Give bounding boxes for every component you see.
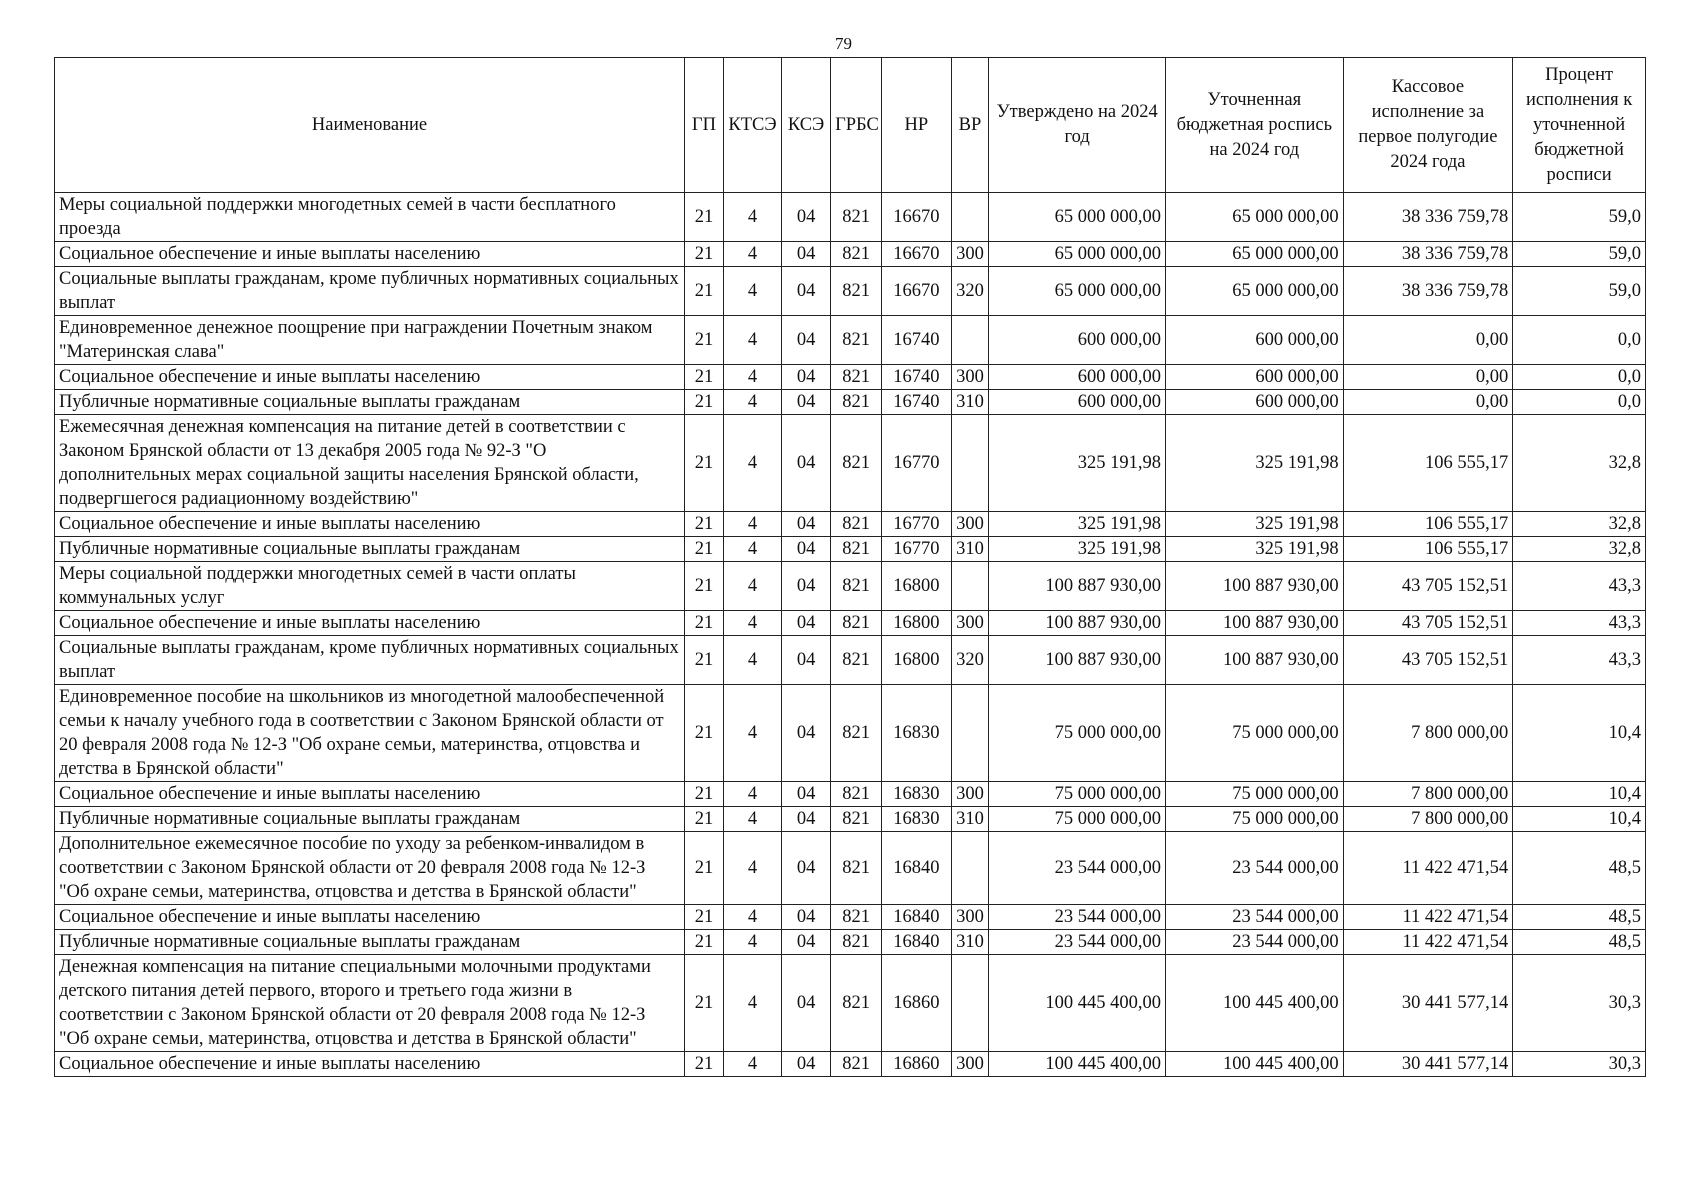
cell-gp: 21	[685, 193, 724, 242]
cell-ktse: 4	[723, 365, 781, 390]
cell-approved: 100 445 400,00	[989, 955, 1166, 1052]
cell-percent: 43,3	[1513, 611, 1646, 636]
cell-name: Публичные нормативные социальные выплаты гражданам	[55, 930, 685, 955]
cell-grbs: 821	[831, 611, 882, 636]
cell-grbs: 821	[831, 512, 882, 537]
cell-name: Социальные выплаты гражданам, кроме публичных нормативных социальных выплат	[55, 267, 685, 316]
cell-ktse: 4	[723, 807, 781, 832]
cell-approved: 23 544 000,00	[989, 905, 1166, 930]
cell-gp: 21	[685, 267, 724, 316]
cell-nr: 16770	[882, 537, 951, 562]
cell-kse: 04	[782, 562, 831, 611]
cell-executed: 11 422 471,54	[1343, 930, 1513, 955]
cell-ktse: 4	[723, 242, 781, 267]
cell-name: Меры социальной поддержки многодетных семей в части бесплатного проезда	[55, 193, 685, 242]
cell-grbs: 821	[831, 415, 882, 512]
cell-ktse: 4	[723, 562, 781, 611]
cell-gp: 21	[685, 930, 724, 955]
cell-nr: 16800	[882, 636, 951, 685]
cell-nr: 16840	[882, 905, 951, 930]
cell-approved: 75 000 000,00	[989, 685, 1166, 782]
cell-executed: 43 705 152,51	[1343, 611, 1513, 636]
cell-revised: 100 887 930,00	[1166, 636, 1344, 685]
table-row	[55, 685, 1646, 782]
cell-grbs: 821	[831, 636, 882, 685]
cell-ktse: 4	[723, 905, 781, 930]
cell-ktse: 4	[723, 955, 781, 1052]
cell-executed: 11 422 471,54	[1343, 832, 1513, 905]
cell-nr: 16840	[882, 832, 951, 905]
cell-approved: 23 544 000,00	[989, 832, 1166, 905]
cell-kse: 04	[782, 685, 831, 782]
cell-gp: 21	[685, 807, 724, 832]
cell-revised: 600 000,00	[1166, 365, 1344, 390]
cell-approved: 100 887 930,00	[989, 611, 1166, 636]
cell-grbs: 821	[831, 537, 882, 562]
cell-approved: 23 544 000,00	[989, 930, 1166, 955]
cell-percent: 48,5	[1513, 930, 1646, 955]
header-kse: КСЭ	[782, 58, 831, 193]
cell-vr	[951, 562, 989, 611]
header-grbs: ГРБС	[831, 58, 882, 193]
cell-approved: 600 000,00	[989, 316, 1166, 365]
table-row	[55, 365, 1646, 390]
header-revised: Уточненная бюджетная роспись на 2024 год	[1166, 58, 1344, 193]
cell-nr: 16740	[882, 316, 951, 365]
cell-gp: 21	[685, 242, 724, 267]
cell-executed: 106 555,17	[1343, 537, 1513, 562]
cell-executed: 38 336 759,78	[1343, 193, 1513, 242]
cell-revised: 23 544 000,00	[1166, 905, 1344, 930]
cell-kse: 04	[782, 782, 831, 807]
cell-name: Публичные нормативные социальные выплаты гражданам	[55, 537, 685, 562]
cell-nr: 16770	[882, 415, 951, 512]
cell-ktse: 4	[723, 636, 781, 685]
cell-approved: 75 000 000,00	[989, 807, 1166, 832]
cell-vr: 310	[951, 930, 989, 955]
page-number: 79	[835, 34, 852, 53]
cell-grbs: 821	[831, 832, 882, 905]
cell-vr: 320	[951, 636, 989, 685]
cell-gp: 21	[685, 905, 724, 930]
cell-approved: 100 887 930,00	[989, 562, 1166, 611]
cell-kse: 04	[782, 267, 831, 316]
cell-percent: 48,5	[1513, 905, 1646, 930]
cell-vr	[951, 415, 989, 512]
cell-revised: 65 000 000,00	[1166, 193, 1344, 242]
cell-approved: 75 000 000,00	[989, 782, 1166, 807]
cell-executed: 38 336 759,78	[1343, 242, 1513, 267]
cell-name: Социальное обеспечение и иные выплаты населению	[55, 782, 685, 807]
cell-kse: 04	[782, 537, 831, 562]
cell-gp: 21	[685, 611, 724, 636]
cell-nr: 16740	[882, 390, 951, 415]
cell-gp: 21	[685, 365, 724, 390]
cell-gp: 21	[685, 562, 724, 611]
table-row	[55, 242, 1646, 267]
cell-nr: 16830	[882, 807, 951, 832]
cell-kse: 04	[782, 832, 831, 905]
cell-approved: 65 000 000,00	[989, 193, 1166, 242]
cell-executed: 11 422 471,54	[1343, 905, 1513, 930]
cell-revised: 100 887 930,00	[1166, 562, 1344, 611]
cell-gp: 21	[685, 636, 724, 685]
cell-vr	[951, 832, 989, 905]
cell-revised: 100 887 930,00	[1166, 611, 1344, 636]
cell-executed: 38 336 759,78	[1343, 267, 1513, 316]
cell-percent: 59,0	[1513, 193, 1646, 242]
cell-executed: 7 800 000,00	[1343, 685, 1513, 782]
header-ktse: КТСЭ	[723, 58, 781, 193]
cell-approved: 65 000 000,00	[989, 267, 1166, 316]
cell-revised: 65 000 000,00	[1166, 242, 1344, 267]
cell-revised: 325 191,98	[1166, 512, 1344, 537]
cell-name: Денежная компенсация на питание специальными молочными продуктами детского питания детей первого, второго и третьего года жизни в соответствии с Законом Брянской области от 20 февраля 2008 года № 12-З "Об охране семьи, материнства, отцовства и детства в Брянской области"	[55, 955, 685, 1052]
cell-kse: 04	[782, 807, 831, 832]
cell-ktse: 4	[723, 930, 781, 955]
cell-kse: 04	[782, 930, 831, 955]
cell-ktse: 4	[723, 782, 781, 807]
cell-executed: 30 441 577,14	[1343, 955, 1513, 1052]
table-row	[55, 905, 1646, 930]
cell-revised: 100 445 400,00	[1166, 1052, 1344, 1077]
cell-percent: 10,4	[1513, 807, 1646, 832]
cell-grbs: 821	[831, 955, 882, 1052]
cell-gp: 21	[685, 512, 724, 537]
cell-name: Социальное обеспечение и иные выплаты населению	[55, 1052, 685, 1077]
cell-ktse: 4	[723, 267, 781, 316]
cell-nr: 16670	[882, 267, 951, 316]
cell-nr: 16770	[882, 512, 951, 537]
table-row	[55, 955, 1646, 1052]
cell-ktse: 4	[723, 512, 781, 537]
cell-ktse: 4	[723, 611, 781, 636]
table-row	[55, 562, 1646, 611]
cell-revised: 23 544 000,00	[1166, 832, 1344, 905]
header-vr: ВР	[951, 58, 989, 193]
cell-grbs: 821	[831, 562, 882, 611]
cell-executed: 0,00	[1343, 390, 1513, 415]
cell-grbs: 821	[831, 316, 882, 365]
cell-kse: 04	[782, 365, 831, 390]
cell-vr: 300	[951, 512, 989, 537]
table-header-row	[55, 58, 1646, 193]
cell-name: Меры социальной поддержки многодетных семей в части оплаты коммунальных услуг	[55, 562, 685, 611]
cell-kse: 04	[782, 316, 831, 365]
cell-revised: 75 000 000,00	[1166, 782, 1344, 807]
cell-ktse: 4	[723, 193, 781, 242]
cell-percent: 0,0	[1513, 365, 1646, 390]
cell-executed: 0,00	[1343, 316, 1513, 365]
cell-nr: 16800	[882, 562, 951, 611]
table-row	[55, 512, 1646, 537]
cell-gp: 21	[685, 390, 724, 415]
cell-name: Ежемесячная денежная компенсация на питание детей в соответствии с Законом Брянской области от 13 декабря 2005 года № 92-З "О дополнительных мерах социальной защиты населения Брянской области, подвергшегося радиационному воздействию"	[55, 415, 685, 512]
cell-grbs: 821	[831, 193, 882, 242]
cell-vr	[951, 316, 989, 365]
header-name: Наименование	[55, 58, 685, 193]
cell-executed: 7 800 000,00	[1343, 807, 1513, 832]
cell-grbs: 821	[831, 267, 882, 316]
cell-percent: 10,4	[1513, 782, 1646, 807]
cell-gp: 21	[685, 415, 724, 512]
cell-approved: 325 191,98	[989, 415, 1166, 512]
cell-approved: 600 000,00	[989, 365, 1166, 390]
cell-grbs: 821	[831, 685, 882, 782]
cell-percent: 59,0	[1513, 242, 1646, 267]
table-row	[55, 611, 1646, 636]
cell-kse: 04	[782, 242, 831, 267]
cell-revised: 75 000 000,00	[1166, 807, 1344, 832]
cell-percent: 59,0	[1513, 267, 1646, 316]
cell-nr: 16830	[882, 685, 951, 782]
table-body	[55, 193, 1646, 1077]
cell-vr	[951, 955, 989, 1052]
cell-executed: 43 705 152,51	[1343, 562, 1513, 611]
cell-kse: 04	[782, 1052, 831, 1077]
cell-name: Дополнительное ежемесячное пособие по уходу за ребенком-инвалидом в соответствии с Законом Брянской области от 20 февраля 2008 года № 12-З "Об охране семьи, материнства, отцовства и детства в Брянской области"	[55, 832, 685, 905]
cell-nr: 16830	[882, 782, 951, 807]
table-row	[55, 807, 1646, 832]
cell-grbs: 821	[831, 365, 882, 390]
cell-revised: 325 191,98	[1166, 415, 1344, 512]
cell-percent: 32,8	[1513, 537, 1646, 562]
cell-approved: 100 445 400,00	[989, 1052, 1166, 1077]
cell-vr: 310	[951, 537, 989, 562]
cell-kse: 04	[782, 193, 831, 242]
cell-grbs: 821	[831, 905, 882, 930]
header-executed: Кассовое исполнение за первое полугодие 2024 года	[1343, 58, 1513, 193]
cell-percent: 10,4	[1513, 685, 1646, 782]
cell-kse: 04	[782, 512, 831, 537]
cell-percent: 0,0	[1513, 316, 1646, 365]
cell-name: Социальное обеспечение и иные выплаты населению	[55, 365, 685, 390]
table-row	[55, 1052, 1646, 1077]
cell-gp: 21	[685, 832, 724, 905]
cell-name: Социальное обеспечение и иные выплаты населению	[55, 512, 685, 537]
cell-approved: 325 191,98	[989, 512, 1166, 537]
cell-name: Социальное обеспечение и иные выплаты населению	[55, 905, 685, 930]
cell-grbs: 821	[831, 242, 882, 267]
cell-percent: 30,3	[1513, 955, 1646, 1052]
cell-approved: 600 000,00	[989, 390, 1166, 415]
table-row	[55, 782, 1646, 807]
cell-percent: 32,8	[1513, 512, 1646, 537]
cell-approved: 100 887 930,00	[989, 636, 1166, 685]
header-gp: ГП	[685, 58, 724, 193]
cell-percent: 48,5	[1513, 832, 1646, 905]
cell-grbs: 821	[831, 930, 882, 955]
cell-name: Публичные нормативные социальные выплаты гражданам	[55, 807, 685, 832]
cell-ktse: 4	[723, 1052, 781, 1077]
table-row	[55, 636, 1646, 685]
cell-gp: 21	[685, 782, 724, 807]
cell-revised: 75 000 000,00	[1166, 685, 1344, 782]
cell-gp: 21	[685, 316, 724, 365]
header-nr: НР	[882, 58, 951, 193]
header-percent: Процент исполнения к уточненной бюджетной росписи	[1513, 58, 1646, 193]
cell-name: Социальные выплаты гражданам, кроме публичных нормативных социальных выплат	[55, 636, 685, 685]
cell-revised: 325 191,98	[1166, 537, 1344, 562]
cell-vr: 300	[951, 905, 989, 930]
cell-executed: 106 555,17	[1343, 415, 1513, 512]
cell-kse: 04	[782, 905, 831, 930]
budget-table	[54, 57, 1646, 1077]
cell-ktse: 4	[723, 415, 781, 512]
cell-name: Единовременное пособие на школьников из многодетной малообеспеченной семьи к началу учебного года в соответствии с Законом Брянской области от 20 февраля 2008 года № 12-З "Об охране семьи, материнства, отцовства и детства в Брянской области"	[55, 685, 685, 782]
cell-vr	[951, 193, 989, 242]
cell-grbs: 821	[831, 782, 882, 807]
cell-vr	[951, 685, 989, 782]
table-row	[55, 537, 1646, 562]
cell-percent: 0,0	[1513, 390, 1646, 415]
cell-vr: 300	[951, 1052, 989, 1077]
table-row	[55, 390, 1646, 415]
cell-grbs: 821	[831, 390, 882, 415]
cell-nr: 16800	[882, 611, 951, 636]
cell-name: Социальное обеспечение и иные выплаты населению	[55, 242, 685, 267]
cell-grbs: 821	[831, 807, 882, 832]
cell-revised: 600 000,00	[1166, 390, 1344, 415]
cell-ktse: 4	[723, 390, 781, 415]
cell-kse: 04	[782, 636, 831, 685]
table-row	[55, 193, 1646, 242]
cell-kse: 04	[782, 415, 831, 512]
cell-vr: 320	[951, 267, 989, 316]
table-row	[55, 832, 1646, 905]
header-approved: Утверждено на 2024 год	[989, 58, 1166, 193]
cell-percent: 32,8	[1513, 415, 1646, 512]
cell-executed: 106 555,17	[1343, 512, 1513, 537]
table-row	[55, 415, 1646, 512]
cell-executed: 43 705 152,51	[1343, 636, 1513, 685]
cell-nr: 16860	[882, 955, 951, 1052]
cell-vr: 310	[951, 807, 989, 832]
table-row	[55, 267, 1646, 316]
cell-percent: 43,3	[1513, 562, 1646, 611]
cell-percent: 43,3	[1513, 636, 1646, 685]
cell-nr: 16840	[882, 930, 951, 955]
cell-kse: 04	[782, 955, 831, 1052]
cell-nr: 16860	[882, 1052, 951, 1077]
cell-ktse: 4	[723, 832, 781, 905]
cell-gp: 21	[685, 955, 724, 1052]
cell-gp: 21	[685, 537, 724, 562]
cell-vr: 310	[951, 390, 989, 415]
cell-approved: 325 191,98	[989, 537, 1166, 562]
cell-kse: 04	[782, 390, 831, 415]
table-row	[55, 316, 1646, 365]
cell-executed: 30 441 577,14	[1343, 1052, 1513, 1077]
cell-gp: 21	[685, 1052, 724, 1077]
cell-ktse: 4	[723, 537, 781, 562]
cell-revised: 600 000,00	[1166, 316, 1344, 365]
cell-vr: 300	[951, 782, 989, 807]
cell-percent: 30,3	[1513, 1052, 1646, 1077]
cell-nr: 16670	[882, 193, 951, 242]
cell-kse: 04	[782, 611, 831, 636]
cell-ktse: 4	[723, 685, 781, 782]
cell-name: Единовременное денежное поощрение при награждении Почетным знаком "Материнская слава"	[55, 316, 685, 365]
cell-name: Социальное обеспечение и иные выплаты населению	[55, 611, 685, 636]
cell-vr: 300	[951, 365, 989, 390]
cell-vr: 300	[951, 242, 989, 267]
cell-nr: 16670	[882, 242, 951, 267]
cell-revised: 65 000 000,00	[1166, 267, 1344, 316]
table-row	[55, 930, 1646, 955]
cell-grbs: 821	[831, 1052, 882, 1077]
cell-name: Публичные нормативные социальные выплаты гражданам	[55, 390, 685, 415]
cell-vr: 300	[951, 611, 989, 636]
cell-ktse: 4	[723, 316, 781, 365]
cell-approved: 65 000 000,00	[989, 242, 1166, 267]
cell-executed: 0,00	[1343, 365, 1513, 390]
cell-nr: 16740	[882, 365, 951, 390]
cell-executed: 7 800 000,00	[1343, 782, 1513, 807]
cell-gp: 21	[685, 685, 724, 782]
cell-revised: 100 445 400,00	[1166, 955, 1344, 1052]
cell-revised: 23 544 000,00	[1166, 930, 1344, 955]
